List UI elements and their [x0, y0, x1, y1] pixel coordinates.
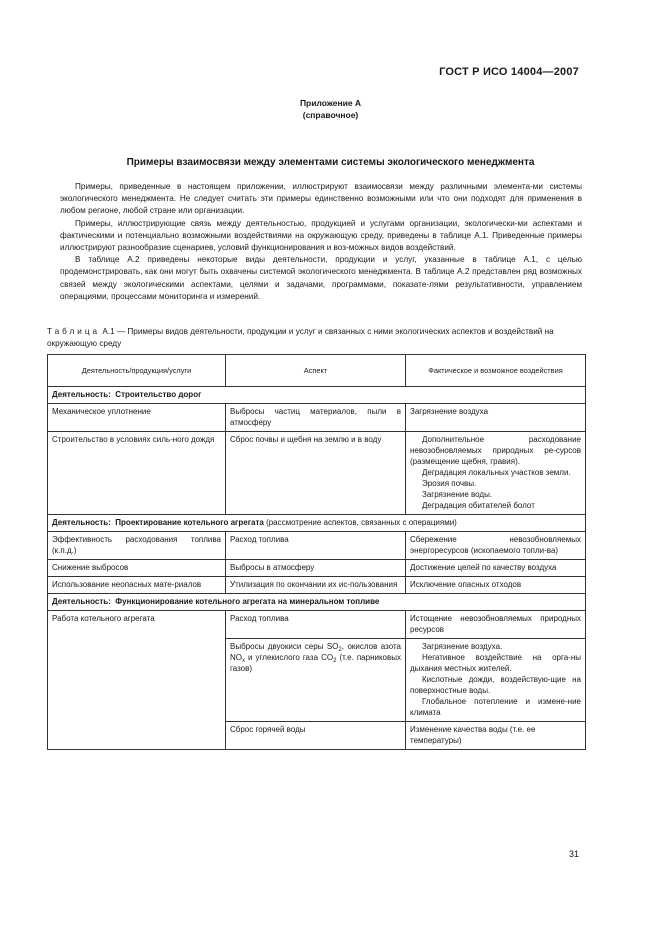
impact-line: Загрязнение воды. [422, 490, 493, 499]
subscript: 2 [338, 647, 342, 653]
impact-cell: Сбережение невозобновляемых энергоресурсов (ископаемого топли-ва) [406, 532, 586, 560]
paragraph: Примеры, иллюстрирующие связь между деятельностью, продукцией и услугами организации, экологически-ми аспектами и фактическими и потенциально возможными воздействиями на окружающую среду, приведены в таблице А.1. Приведенные примеры иллюстрируют разнообразие сценариев, условий функционирования и воз-можных видов воздействий. [60, 218, 582, 253]
section-row [48, 515, 586, 532]
page-title: Примеры взаимосвязи между элементами системы экологического менеджмента [126, 157, 535, 168]
table-row [48, 404, 586, 432]
aspect-cell: Утилизация по окончании их ис-пользования [226, 577, 406, 594]
section-label: Деятельность: [52, 390, 111, 399]
section-title: Строительство дорог [115, 390, 202, 399]
impact-line: Деградация обитателей болот [422, 501, 535, 510]
aspect-text: и углекислого газа CO [245, 653, 334, 662]
impact-cell: Истощение невозобновляемых природных ресурсов [406, 611, 586, 639]
impact-line: Глобальное потепление и измене-ние климата [410, 697, 581, 717]
annex-heading [0, 97, 661, 121]
annex-title: Приложение А [299, 98, 362, 108]
document-code: ГОСТ Р ИСО 14004—2007 [439, 66, 579, 78]
aspect-cell: Сброс горячей воды [226, 722, 406, 750]
aspect-cell: Сброс почвы и щебня на землю и в воду [226, 432, 406, 515]
activity-cell: Снижение выбросов [48, 560, 226, 577]
section-title: Функционирование котельного агрегата на минеральном топливе [115, 597, 380, 606]
examples-table [47, 354, 586, 750]
impact-cell: Исключение опасных отходов [406, 577, 586, 594]
aspect-cell: Расход топлива [226, 611, 406, 639]
aspect-text: (т.е. парниковых газов) [230, 653, 401, 673]
aspect-cell: Выбросы частиц материалов, пыли в атмосферу [226, 404, 406, 432]
column-header: Аспект [226, 355, 406, 387]
aspect-text: , окислов азота NO [230, 642, 401, 662]
activity-cell: Механическое уплотнение [48, 404, 226, 432]
table-caption [47, 326, 587, 350]
section-label: Деятельность: [52, 597, 111, 606]
impact-line: Кислотные дожди, воздействую-щие на поверхностные воды. [410, 675, 581, 695]
section-note: (рассмотрение аспектов, связанных с операциями) [263, 518, 457, 527]
impact-line: Деградация локальных участков земли. [422, 468, 571, 477]
table-caption-label: Таблица [47, 327, 101, 336]
section-row [48, 594, 586, 611]
section-cell [48, 594, 586, 611]
aspect-cell: Расход топлива [226, 532, 406, 560]
impact-cell [406, 639, 586, 722]
impact-cell: Достижение целей по качеству воздуха [406, 560, 586, 577]
aspect-text: Выбросы двуокиси серы SO [230, 642, 339, 651]
impact-cell: Изменение качества воды (т.е. ее температуры) [406, 722, 586, 750]
table-header-row [48, 355, 586, 387]
section-title: Проектирование котельного агрегата [115, 518, 264, 527]
impact-line: Дополнительное расходование невозобновляемых природных ре-сурсов (размещение щебня, гравия). [410, 435, 581, 466]
paragraph: Примеры, приведенные в настоящем приложении, иллюстрируют взаимосвязи между различными элемента-ми системы экологического менеджмента. Не следует считать эти примеры единственно возможными или что они подходят для применения в любом регионе, любой стране или организации. [60, 182, 582, 216]
aspect-cell [226, 639, 406, 722]
aspect-cell: Выбросы в атмосферу [226, 560, 406, 577]
activity-cell: Работа котельного агрегата [48, 611, 226, 750]
table-caption-text: А.1 — Примеры видов деятельности, продукции и услуг и связанных с ними экологических аспектов и воздействий на окружающую среду [47, 327, 554, 349]
table-row [48, 532, 586, 560]
intro-text [60, 181, 582, 303]
subscript: 2 [333, 658, 337, 664]
impact-cell: Загрязнение воздуха [406, 404, 586, 432]
table-row [48, 611, 586, 639]
table-row [48, 432, 586, 515]
section-row [48, 387, 586, 404]
section-label: Деятельность: [52, 518, 111, 527]
annex-subtitle: (справочное) [302, 110, 359, 120]
activity-cell: Эффективность расходования топлива (к.п.д.) [48, 532, 226, 560]
column-header: Деятельность/продукция/услуги [48, 355, 226, 387]
table-row [48, 577, 586, 594]
impact-line: Негативное воздействие на орга-ны дыхания местных жителей. [410, 653, 581, 673]
section-cell [48, 515, 586, 532]
paragraph: В таблице А.2 приведены некоторые виды деятельности, продукции и услуг, указанные в таблице А.1, с целью продемонстрировать, как они могут быть охвачены системой экологического менеджмента. В таблице А.2 представлен ряд возможных связей между экологическими аспектами, целями и задачами, программами, показате-лями результативности, управлением операциями, процессами мониторинга и измерений. [60, 255, 582, 301]
impact-line: Загрязнение воздуха. [422, 642, 503, 651]
page-number: 31 [568, 849, 579, 859]
activity-cell: Строительство в условиях силь-ного дождя [48, 432, 226, 515]
impact-cell [406, 432, 586, 515]
section-cell [48, 387, 586, 404]
impact-line: Эрозия почвы. [422, 479, 477, 488]
table-row [48, 560, 586, 577]
activity-cell: Использование неопасных мате-риалов [48, 577, 226, 594]
subscript: x [242, 658, 245, 664]
column-header: Фактическое и возможное воздействия [406, 355, 586, 387]
